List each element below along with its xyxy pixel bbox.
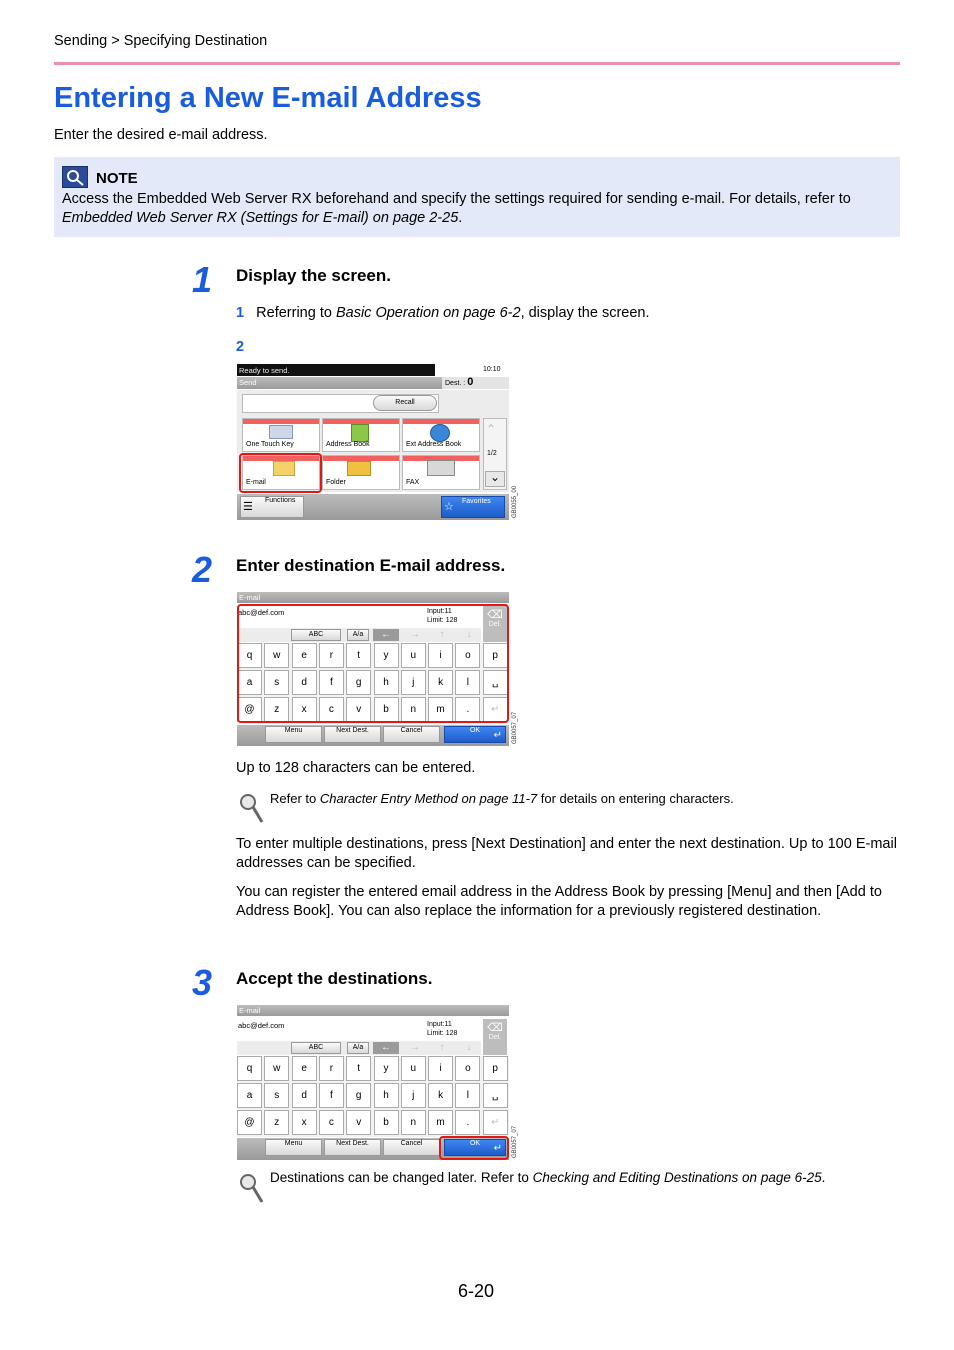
menu-button-2[interactable]: Menu bbox=[265, 1139, 322, 1156]
key-2-1-b[interactable]: a bbox=[237, 1083, 262, 1108]
key-2-5-b[interactable]: g bbox=[346, 1083, 371, 1108]
key-2-1[interactable]: a bbox=[237, 670, 262, 695]
page-number: 6-20 bbox=[458, 1281, 495, 1301]
fax-icon bbox=[427, 460, 455, 476]
input-counter-2: Input:11 Limit: 128 bbox=[427, 1021, 458, 1037]
cancel-button[interactable]: Cancel bbox=[383, 726, 440, 743]
header-rule bbox=[54, 62, 900, 65]
key-1-1[interactable]: q bbox=[237, 643, 262, 668]
page-indicator: 1/2 bbox=[487, 450, 497, 457]
email-tile[interactable]: E-mail bbox=[242, 455, 320, 490]
star-icon: ☆ bbox=[444, 501, 454, 513]
key-3-3[interactable]: x bbox=[292, 697, 317, 722]
email-keyboard-screen-2 bbox=[237, 1005, 509, 1160]
email-value[interactable]: abc@def.com bbox=[238, 608, 285, 617]
next-dest-button-2[interactable]: Next Dest. bbox=[324, 1139, 381, 1156]
arrow-down-icon[interactable]: ↓ bbox=[466, 629, 472, 640]
dest-counter: Dest. : 0 bbox=[442, 377, 509, 389]
key-1-10[interactable]: p bbox=[483, 643, 508, 668]
enter-key-b[interactable]: ↵ bbox=[483, 1110, 508, 1135]
key-1-2-b[interactable]: w bbox=[264, 1056, 289, 1081]
email-value-2[interactable]: abc@def.com bbox=[238, 1021, 285, 1030]
key-3-5-b[interactable]: v bbox=[346, 1110, 371, 1135]
key-2-7[interactable]: j bbox=[401, 670, 426, 695]
note-heading: NOTE bbox=[96, 170, 138, 187]
delete-button[interactable]: ⌫ Del. bbox=[483, 606, 507, 642]
folder-icon bbox=[347, 461, 371, 476]
cancel-button-2[interactable]: Cancel bbox=[383, 1139, 440, 1156]
enter-icon: ↵ bbox=[493, 730, 502, 741]
space-key-b[interactable]: ␣ bbox=[483, 1083, 508, 1108]
key-3-9[interactable]: . bbox=[455, 697, 480, 722]
case-button-2[interactable]: A/a bbox=[347, 1042, 369, 1054]
key-1-6-b[interactable]: y bbox=[374, 1056, 399, 1081]
email-highlight bbox=[239, 453, 322, 493]
key-1-7-b[interactable]: u bbox=[401, 1056, 426, 1081]
functions-button[interactable]: Functions bbox=[240, 496, 304, 518]
key-2-9-b[interactable]: l bbox=[455, 1083, 480, 1108]
list-icon: ☰ bbox=[243, 501, 253, 513]
key-grid-2 bbox=[237, 1056, 509, 1137]
step2-para3: You can register the entered email address in the Address Book by pressing [Menu] and then [Add to Address Book]. You can also replace the information for a previously registered destination. bbox=[236, 884, 882, 919]
key-3-2-b[interactable]: z bbox=[264, 1110, 289, 1135]
keyboard2-code: GB0057_07 bbox=[512, 1125, 518, 1158]
key-2-4-b[interactable]: f bbox=[319, 1083, 344, 1108]
key-1-8[interactable]: i bbox=[428, 643, 453, 668]
key-3-1-b[interactable]: @ bbox=[237, 1110, 262, 1135]
one-touch-icon bbox=[269, 425, 293, 439]
arrow-left-icon[interactable]: ← bbox=[373, 1042, 399, 1054]
key-1-9-b[interactable]: o bbox=[455, 1056, 480, 1081]
screen1-code: GB0055_00 bbox=[512, 485, 518, 518]
note-icon bbox=[62, 166, 88, 188]
note-text: Access the Embedded Web Server RX beforehand and specify the settings required for sending e-mail. For details, refer to Embedded Web Server RX (Settings for E-mail) on page 2-25. bbox=[62, 191, 851, 226]
note-box bbox=[54, 157, 900, 237]
ok-highlight bbox=[439, 1136, 509, 1160]
keyboard-title-2: E-mail bbox=[237, 1005, 509, 1016]
delete-button-2[interactable]: ⌫ Del. bbox=[483, 1019, 507, 1055]
step-title-3: Accept the destinations. bbox=[236, 969, 433, 988]
step-number-3: 3 bbox=[192, 962, 213, 1003]
char-entry-link[interactable]: Character Entry Method on page 11-7 bbox=[319, 791, 538, 806]
space-key[interactable]: ␣ bbox=[483, 670, 508, 695]
key-2-9[interactable]: l bbox=[455, 670, 480, 695]
abc-button[interactable]: ABC bbox=[291, 629, 341, 641]
step3-reference: Destinations can be changed later. Refer to Checking and Editing Destinations on page 6-25. bbox=[270, 1170, 826, 1185]
key-1-5[interactable]: t bbox=[346, 643, 371, 668]
page-scroller[interactable] bbox=[483, 418, 507, 490]
key-3-8-b[interactable]: m bbox=[428, 1110, 453, 1135]
key-1-6[interactable]: y bbox=[374, 643, 399, 668]
ok-button-2[interactable]: OK ↵ bbox=[444, 1139, 506, 1156]
step-number-2: 2 bbox=[192, 549, 213, 590]
arrow-right-icon[interactable]: → bbox=[410, 629, 420, 640]
keyboard1-code: GB0057_07 bbox=[512, 711, 518, 744]
input-counter: Input:11 Limit: 128 bbox=[427, 608, 458, 624]
basic-operation-link[interactable]: Basic Operation on page 6-2 bbox=[335, 305, 521, 321]
key-2-8[interactable]: k bbox=[428, 670, 453, 695]
key-3-2[interactable]: z bbox=[264, 697, 289, 722]
key-3-6[interactable]: b bbox=[374, 697, 399, 722]
mode-bar: Send bbox=[237, 377, 509, 389]
page-title: Entering a New E-mail Address bbox=[54, 82, 482, 114]
key-3-9-b[interactable]: . bbox=[455, 1110, 480, 1135]
chevron-down-icon[interactable]: ⌄ bbox=[485, 471, 505, 487]
ext-address-book-tile[interactable]: Ext Address Book bbox=[402, 418, 480, 452]
arrow-left-icon[interactable]: ← bbox=[373, 629, 399, 641]
email-keyboard-screen bbox=[237, 592, 509, 746]
arrow-up-icon[interactable]: ↑ bbox=[439, 1042, 445, 1053]
key-2-6[interactable]: h bbox=[374, 670, 399, 695]
keyboard-title: E-mail bbox=[237, 592, 509, 603]
key-3-7[interactable]: n bbox=[401, 697, 426, 722]
address-book-tile[interactable]: Address Book bbox=[322, 418, 400, 452]
key-2-8-b[interactable]: k bbox=[428, 1083, 453, 1108]
abc-button-2[interactable]: ABC bbox=[291, 1042, 341, 1054]
key-1-10-b[interactable]: p bbox=[483, 1056, 508, 1081]
clock: 10:10 bbox=[483, 366, 501, 373]
key-3-1[interactable]: @ bbox=[237, 697, 262, 722]
key-1-2[interactable]: w bbox=[264, 643, 289, 668]
key-2-7-b[interactable]: j bbox=[401, 1083, 426, 1108]
step2-reference: Refer to Character Entry Method on page 11-7 for details on entering characters. bbox=[270, 791, 734, 806]
key-3-5[interactable]: v bbox=[346, 697, 371, 722]
key-1-5-b[interactable]: t bbox=[346, 1056, 371, 1081]
enter-icon: ↵ bbox=[493, 1143, 502, 1154]
arrow-right-icon[interactable]: → bbox=[410, 1042, 420, 1053]
breadcrumb: Sending > Specifying Destination bbox=[54, 33, 268, 49]
fax-tile[interactable]: FAX bbox=[402, 455, 480, 490]
key-2-4[interactable]: f bbox=[319, 670, 344, 695]
step1-substep-1: 1 Referring to Basic Operation on page 6-2, display the screen. bbox=[236, 305, 650, 321]
key-1-9[interactable]: o bbox=[455, 643, 480, 668]
step-title-1: Display the screen. bbox=[236, 266, 391, 285]
key-3-6-b[interactable]: b bbox=[374, 1110, 399, 1135]
checking-editing-link[interactable]: Checking and Editing Destinations on page 6-25 bbox=[532, 1170, 822, 1185]
case-button[interactable]: A/a bbox=[347, 629, 369, 641]
next-dest-button[interactable]: Next Dest. bbox=[324, 726, 381, 743]
key-2-5[interactable]: g bbox=[346, 670, 371, 695]
favorites-button[interactable]: Favorites bbox=[441, 496, 505, 518]
step2-para2: To enter multiple destinations, press [Next Destination] and enter the next destination. Up to 100 E-mail addresses can be specified. bbox=[236, 836, 897, 871]
step1-substep-2-num: 2 bbox=[236, 339, 245, 355]
recall-button[interactable]: Recall bbox=[373, 395, 437, 411]
key-1-7[interactable]: u bbox=[401, 643, 426, 668]
reference-icon bbox=[238, 792, 262, 822]
chevron-up-icon[interactable]: ⌃ bbox=[486, 422, 497, 436]
key-1-3-b[interactable]: e bbox=[292, 1056, 317, 1081]
key-1-4[interactable]: r bbox=[319, 643, 344, 668]
send-screen bbox=[237, 364, 509, 520]
one-touch-key-tile[interactable]: One Touch Key bbox=[242, 418, 320, 452]
key-3-4-b[interactable]: c bbox=[319, 1110, 344, 1135]
key-2-2[interactable]: s bbox=[264, 670, 289, 695]
key-3-3-b[interactable]: x bbox=[292, 1110, 317, 1135]
arrow-down-icon[interactable]: ↓ bbox=[466, 1042, 472, 1053]
menu-button[interactable]: Menu bbox=[265, 726, 322, 743]
key-1-8-b[interactable]: i bbox=[428, 1056, 453, 1081]
key-2-3[interactable]: d bbox=[292, 670, 317, 695]
globe-icon bbox=[430, 424, 450, 442]
key-2-6-b[interactable]: h bbox=[374, 1083, 399, 1108]
ok-button[interactable]: OK ↵ bbox=[444, 726, 506, 743]
note-link[interactable]: Embedded Web Server RX (Settings for E-mail) on page 2-25 bbox=[62, 210, 459, 226]
intro-text: Enter the desired e-mail address. bbox=[54, 127, 268, 143]
key-3-4[interactable]: c bbox=[319, 697, 344, 722]
key-1-4-b[interactable]: r bbox=[319, 1056, 344, 1081]
step-number-1: 1 bbox=[192, 259, 213, 300]
address-book-icon bbox=[351, 424, 369, 442]
key-1-3[interactable]: e bbox=[292, 643, 317, 668]
keyboard-highlight bbox=[237, 604, 509, 723]
arrow-up-icon[interactable]: ↑ bbox=[439, 629, 445, 640]
step-title-2: Enter destination E-mail address. bbox=[236, 556, 506, 575]
status-bar: Ready to send. bbox=[237, 364, 435, 376]
key-2-2-b[interactable]: s bbox=[264, 1083, 289, 1108]
step2-para1: Up to 128 characters can be entered. bbox=[236, 760, 476, 776]
folder-tile[interactable]: Folder bbox=[322, 455, 400, 490]
reference-icon-2 bbox=[238, 1172, 262, 1202]
key-1-1-b[interactable]: q bbox=[237, 1056, 262, 1081]
enter-key[interactable]: ↵ bbox=[483, 697, 508, 722]
key-3-7-b[interactable]: n bbox=[401, 1110, 426, 1135]
backspace-icon: ⌫ bbox=[487, 1022, 503, 1034]
backspace-icon: ⌫ bbox=[487, 609, 503, 621]
key-2-3-b[interactable]: d bbox=[292, 1083, 317, 1108]
key-3-8[interactable]: m bbox=[428, 697, 453, 722]
